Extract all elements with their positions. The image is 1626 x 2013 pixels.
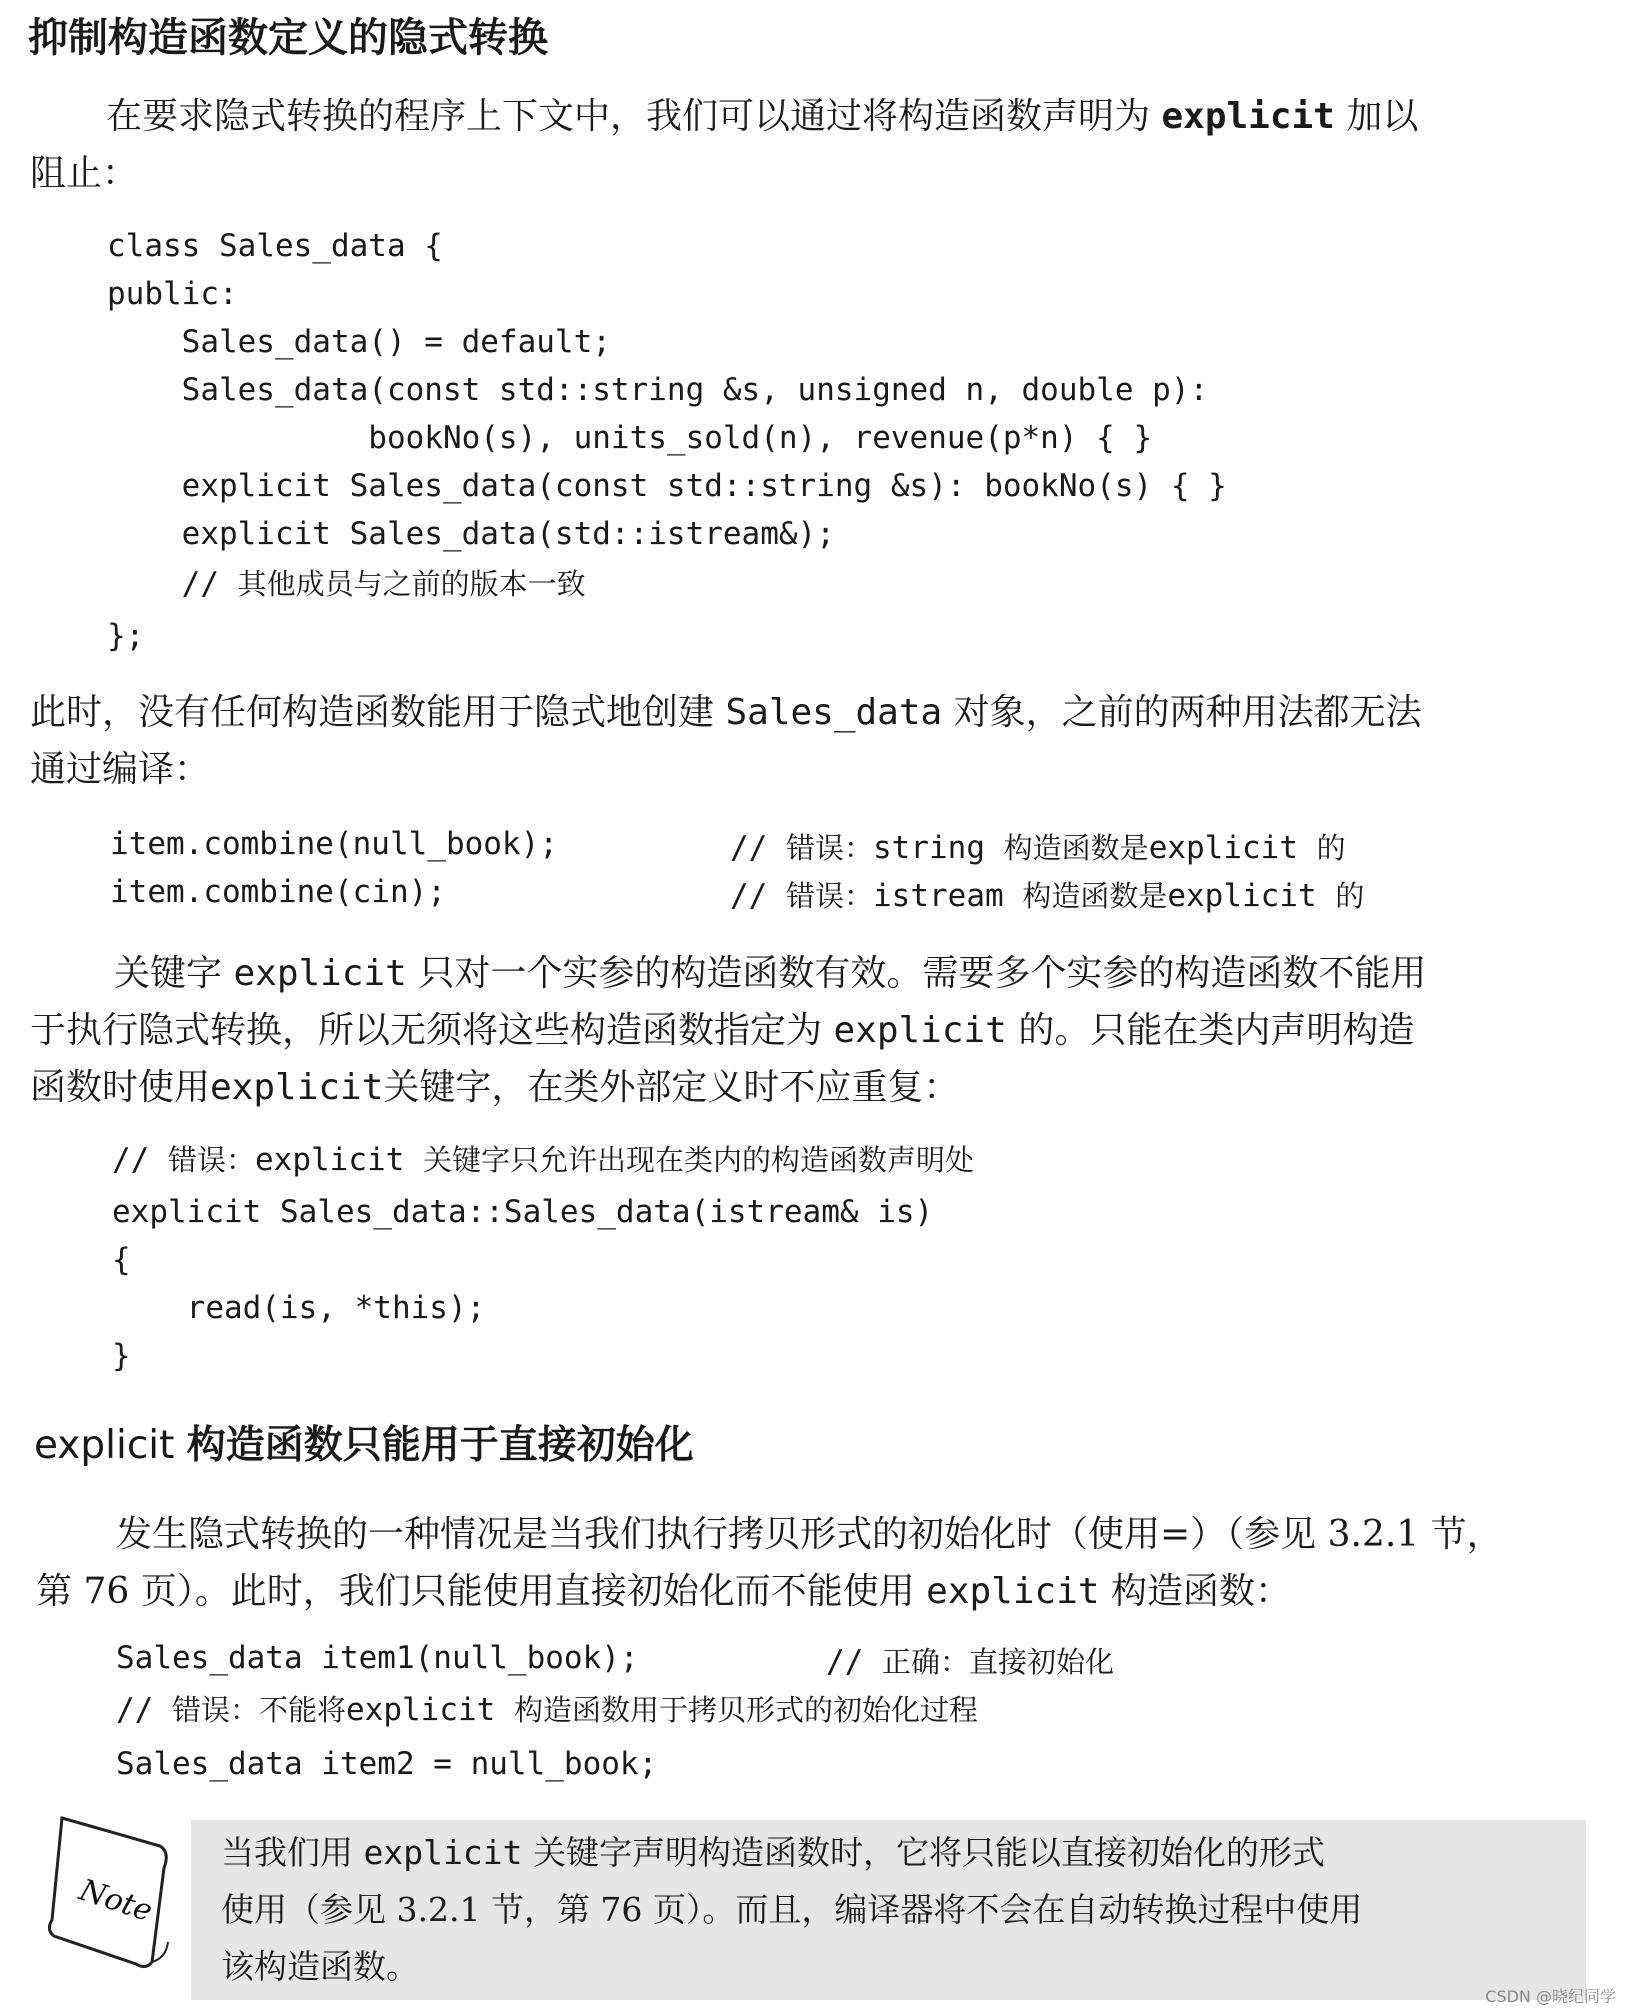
note-icon — [48, 1812, 178, 1972]
comment-text: 错误： — [786, 831, 874, 865]
comment-text: 关键字只允许出现在类内的构造函数声明处 — [423, 1143, 975, 1177]
code-line: class Sales_data { — [107, 228, 443, 264]
note-text-b: 关键字声明构造函数时，它将只能以直接初始化的形式 — [532, 1833, 1325, 1872]
paragraph-no-implicit — [30, 684, 1422, 798]
code-comment-text: 其他成员与之前的版本一致 — [237, 567, 586, 601]
code-comment: // 正确：直接初始化 — [826, 1644, 1115, 1680]
intro-text-a: 在要求隐式转换的程序上下文中，我们可以通过将构造函数声明为 — [106, 96, 1151, 137]
note-box — [191, 1820, 1586, 2000]
code-line: Sales_data item1(null_book); — [116, 1640, 639, 1676]
code-comment: // 错误：istream 构造函数是explicit 的 — [730, 878, 1365, 914]
p-copy-text-a: 发生隐式转换的一种情况是当我们执行拷贝形式的初始化时（使用=）（参见 3.2.1 节， — [116, 1514, 1503, 1555]
code-line: } — [112, 1338, 131, 1374]
p-copy-keyword: explicit — [926, 1571, 1100, 1612]
comment-text: 构造函数是 — [1022, 879, 1168, 913]
p2-mono: Sales_data — [725, 692, 943, 733]
comment-text: 构造函数是 — [1003, 831, 1149, 865]
comment-text: 的 — [1316, 831, 1346, 865]
code-line: }; — [107, 618, 145, 654]
comment-mono: string — [873, 830, 985, 866]
intro-text-c: 阻止： — [30, 153, 139, 194]
code-line: bookNo(s), units_sold(n), revenue(p*n) { } — [107, 420, 1153, 456]
code-comment-line — [107, 562, 586, 603]
code-comment-prefix: // — [107, 566, 238, 602]
code-line: public: — [107, 276, 238, 312]
code-line: explicit Sales_data(const std::string &s): bookNo(s) { } — [107, 468, 1227, 504]
heading-text: 构造函数只能用于直接初始化 — [186, 1423, 694, 1468]
comment-text: 错误： — [786, 879, 874, 913]
p3-text-a: 关键字 — [114, 953, 223, 994]
section-heading-direct-init — [34, 1422, 694, 1470]
code-line: { — [112, 1242, 131, 1278]
intro-text-b: 加以 — [1346, 96, 1419, 137]
p-copy-text-c: 构造函数： — [1111, 1571, 1292, 1612]
p2-text-c: 通过编译： — [30, 749, 211, 790]
code-block-out-of-class — [112, 1138, 975, 1374]
code-comment: // 错误：string 构造函数是explicit 的 — [730, 830, 1346, 866]
comment-text: 正确：直接初始化 — [882, 1645, 1115, 1679]
note-keyword: explicit — [363, 1833, 523, 1872]
code-line: explicit Sales_data::Sales_data(istream& is) — [112, 1194, 934, 1230]
intro-paragraph — [30, 88, 1418, 202]
p3-text-c: 于执行隐式转换，所以无须将这些构造函数指定为 — [30, 1010, 823, 1051]
code-block-class-def — [107, 228, 1227, 654]
comment-mono: explicit — [1167, 878, 1317, 914]
code-line: item.combine(cin); — [110, 874, 446, 910]
code-line: explicit Sales_data(std::istream&); — [107, 516, 835, 552]
note-icon-label: Note — [75, 1872, 157, 1929]
code-block-direct-init — [116, 1640, 1115, 1820]
note-line-2: 使用（参见 3.2.1 节，第 76 页）。而且，编译器将不会在自动转换过程中使用 — [221, 1890, 1363, 1929]
p3-text-b: 只对一个实参的构造函数有效。需要多个实参的构造函数不能用 — [418, 953, 1427, 994]
intro-keyword: explicit — [1161, 96, 1335, 137]
code-line: Sales_data() = default; — [107, 324, 611, 360]
p-copy-text-b: 第 76 页）。此时，我们只能使用直接初始化而不能使用 — [36, 1571, 915, 1612]
comment-text: 的 — [1335, 879, 1365, 913]
comment-mono: explicit — [255, 1142, 405, 1178]
note-line-3: 该构造函数。 — [221, 1947, 419, 1986]
code-comment-line: // 错误：explicit 关键字只允许出现在类内的构造函数声明处 — [112, 1142, 975, 1178]
note-text — [221, 1824, 1362, 1995]
comment-mono: explicit — [1148, 830, 1298, 866]
code-line: read(is, *this); — [112, 1290, 486, 1326]
code-line: Sales_data item2 = null_book; — [116, 1746, 658, 1782]
p3-keyword: explicit — [233, 953, 407, 994]
p2-text-b: 对象，之前的两种用法都无法 — [953, 692, 1422, 733]
comment-mono: explicit — [346, 1692, 496, 1728]
comment-text: 错误： — [168, 1143, 256, 1177]
p3-text-e: 函数时使用 — [30, 1067, 211, 1108]
comment-text: 错误：不能将 — [172, 1693, 347, 1727]
watermark: CSDN @晓纪同学 — [1485, 1987, 1616, 2006]
note-text-a: 当我们用 — [221, 1833, 353, 1872]
code-line: item.combine(null_book); — [110, 826, 558, 862]
p3-text-d: 的。只能在类内声明构造 — [1018, 1010, 1415, 1051]
p2-text-a: 此时，没有任何构造函数能用于隐式地创建 — [30, 692, 715, 733]
p3-keyword: explicit — [210, 1067, 384, 1108]
code-line: Sales_data(const std::string &s, unsigned n, double p): — [107, 372, 1209, 408]
comment-mono: istream — [873, 878, 1004, 914]
heading-keyword: explicit — [34, 1423, 175, 1468]
p3-text-f: 关键字，在类外部定义时不应重复： — [383, 1067, 960, 1108]
section-heading-suppress-implicit: 抑制构造函数定义的隐式转换 — [28, 15, 548, 61]
code-comment-line: // 错误：不能将explicit 构造函数用于拷贝形式的初始化过程 — [116, 1692, 979, 1728]
p3-keyword: explicit — [833, 1010, 1007, 1051]
paragraph-explicit-rules — [30, 945, 1426, 1116]
paragraph-copy-init — [36, 1506, 1503, 1620]
comment-text: 构造函数用于拷贝形式的初始化过程 — [514, 1693, 979, 1727]
